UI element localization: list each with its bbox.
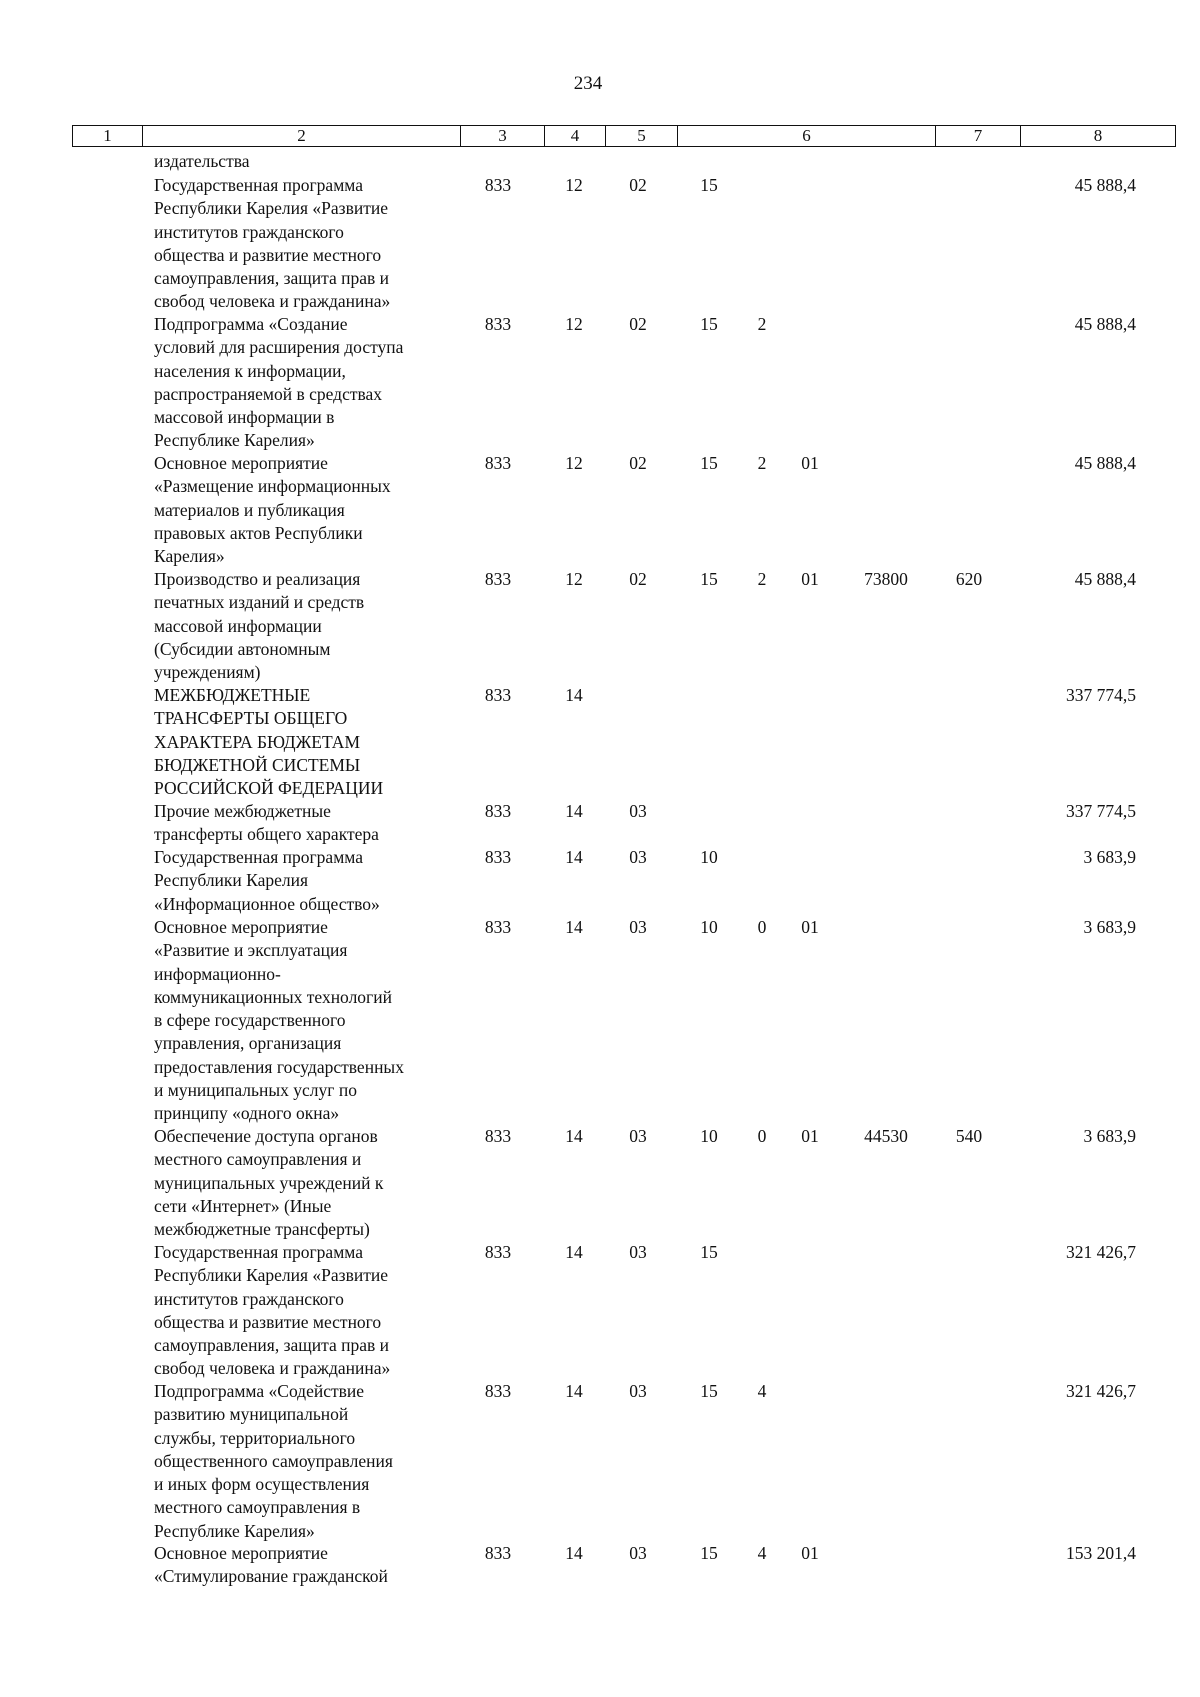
header-col-7: 7 <box>936 126 1021 146</box>
row-name: издательства <box>154 151 250 171</box>
col-8-amount: 321 426,7 <box>1066 1242 1136 1262</box>
col-6-program: 10 <box>700 1126 718 1146</box>
header-col-1: 1 <box>73 126 143 146</box>
col-8-amount: 45 888,4 <box>1074 175 1136 195</box>
col-6-subprogram: 2 <box>757 569 767 589</box>
col-4-value: 14 <box>565 917 583 937</box>
col-6-program: 15 <box>700 1242 718 1262</box>
col-4-value: 14 <box>565 1242 583 1262</box>
col-3-value: 833 <box>484 314 512 334</box>
col-6-direction: 44530 <box>864 1126 908 1146</box>
col-8-amount: 321 426,7 <box>1066 1381 1136 1401</box>
col-3-value: 833 <box>484 569 512 589</box>
header-col-6: 6 <box>678 126 936 146</box>
col-8-amount: 45 888,4 <box>1074 453 1136 473</box>
header-col-8: 8 <box>1093 126 1103 145</box>
col-3-value: 833 <box>484 917 512 937</box>
col-8-amount: 45 888,4 <box>1074 314 1136 334</box>
col-6-event: 01 <box>801 569 819 589</box>
row-name: Подпрограмма «Создание условий для расширения доступа населения к информации, распространяемой в средствах массовой информации в Республике Карелия» <box>154 314 404 451</box>
col-7-value: 620 <box>955 569 983 589</box>
row-name: Основное мероприятие «Размещение информационных материалов и публикация правовых актов Республики Карелия» <box>154 453 391 567</box>
col-5-value: 02 <box>629 569 647 589</box>
col-6-program: 15 <box>700 569 718 589</box>
row-name: Производство и реализация печатных изданий и средств массовой информации (Субсидии автономным учреждениям) <box>154 569 365 683</box>
header-col-2: 2 <box>143 126 461 146</box>
col-3-value: 833 <box>484 1381 512 1401</box>
col-6-event: 01 <box>801 453 819 473</box>
col-6-event: 01 <box>801 1543 819 1563</box>
col-5-value: 03 <box>629 917 647 937</box>
col-4-value: 12 <box>565 175 583 195</box>
table-header-row <box>72 125 1176 147</box>
col-4-value: 14 <box>565 801 583 821</box>
col-6-program: 15 <box>700 1381 718 1401</box>
col-5-value: 02 <box>629 175 647 195</box>
col-6-direction: 73800 <box>864 569 908 589</box>
col-6-program: 15 <box>700 453 718 473</box>
col-3-value: 833 <box>484 175 512 195</box>
header-col-4: 4 <box>545 126 606 146</box>
col-5-value: 03 <box>629 1126 647 1146</box>
col-3-value: 833 <box>484 1242 512 1262</box>
col-3-value: 833 <box>484 1126 512 1146</box>
col-6-subprogram: 2 <box>757 453 767 473</box>
col-6-event: 01 <box>801 1126 819 1146</box>
header-col-3: 3 <box>461 126 545 146</box>
col-6-event: 01 <box>801 917 819 937</box>
col-4-value: 14 <box>565 685 583 705</box>
col-6-subprogram: 0 <box>757 1126 767 1146</box>
col-3-value: 833 <box>484 801 512 821</box>
col-8-amount: 153 201,4 <box>1066 1543 1136 1563</box>
col-4-value: 14 <box>565 1126 583 1146</box>
col-3-value: 833 <box>484 453 512 473</box>
page-number: 234 <box>573 73 603 94</box>
row-name: Обеспечение доступа органов местного самоуправления и муниципальных учреждений к сети «Интернет» (Иные межбюджетные трансферты) <box>154 1126 384 1240</box>
col-8-amount: 337 774,5 <box>1066 685 1136 705</box>
col-8-amount: 3 683,9 <box>1083 847 1136 867</box>
col-6-subprogram: 4 <box>757 1381 767 1401</box>
col-3-value: 833 <box>484 1543 512 1563</box>
col-6-program: 15 <box>700 1543 718 1563</box>
col-4-value: 12 <box>565 314 583 334</box>
col-6-subprogram: 2 <box>757 314 767 334</box>
col-5-value: 03 <box>629 1543 647 1563</box>
col-6-subprogram: 4 <box>757 1543 767 1563</box>
row-name: Основное мероприятие «Развитие и эксплуатация информационно- коммуникационных технологий в сфере государственного управления, организация предоставления государственных и муниципальных услуг по принципу «одного окна» <box>154 917 404 1124</box>
col-5-value: 03 <box>629 1381 647 1401</box>
row-name: Государственная программа Республики Карелия «Информационное общество» <box>154 847 380 914</box>
row-name: Государственная программа Республики Карелия «Развитие институтов гражданского общества и развитие местного самоуправления, защита прав и свобод человека и гражданина» <box>154 175 391 312</box>
col-8-amount: 337 774,5 <box>1066 801 1136 821</box>
col-8-amount: 45 888,4 <box>1074 569 1136 589</box>
header-col-5: 5 <box>606 126 678 146</box>
col-6-program: 10 <box>700 917 718 937</box>
col-8-amount: 3 683,9 <box>1083 1126 1136 1146</box>
row-name: Основное мероприятие «Стимулирование гражданской <box>154 1543 388 1587</box>
col-6-subprogram: 0 <box>757 917 767 937</box>
col-4-value: 14 <box>565 1543 583 1563</box>
row-name: Прочие межбюджетные трансферты общего характера <box>154 801 379 845</box>
row-name: Подпрограмма «Содействие развитию муниципальной службы, территориального общественного самоуправления и иных форм осуществления местного самоуправления в Республике Карелия» <box>154 1381 393 1541</box>
col-5-value: 03 <box>629 847 647 867</box>
col-6-program: 15 <box>700 175 718 195</box>
col-5-value: 02 <box>629 453 647 473</box>
col-3-value: 833 <box>484 847 512 867</box>
col-3-value: 833 <box>484 685 512 705</box>
col-7-value: 540 <box>955 1126 983 1146</box>
col-4-value: 14 <box>565 1381 583 1401</box>
row-name: Государственная программа Республики Карелия «Развитие институтов гражданского общества и развитие местного самоуправления, защита прав и свобод человека и гражданина» <box>154 1242 391 1379</box>
col-8-amount: 3 683,9 <box>1083 917 1136 937</box>
row-name: МЕЖБЮДЖЕТНЫЕ ТРАНСФЕРТЫ ОБЩЕГО ХАРАКТЕРА БЮДЖЕТАМ БЮДЖЕТНОЙ СИСТЕМЫ РОССИЙСКОЙ ФЕДЕРАЦИИ <box>154 685 384 799</box>
col-4-value: 14 <box>565 847 583 867</box>
col-6-program: 15 <box>700 314 718 334</box>
col-6-program: 10 <box>700 847 718 867</box>
col-5-value: 03 <box>629 1242 647 1262</box>
col-5-value: 02 <box>629 314 647 334</box>
col-5-value: 03 <box>629 801 647 821</box>
col-4-value: 12 <box>565 569 583 589</box>
col-4-value: 12 <box>565 453 583 473</box>
